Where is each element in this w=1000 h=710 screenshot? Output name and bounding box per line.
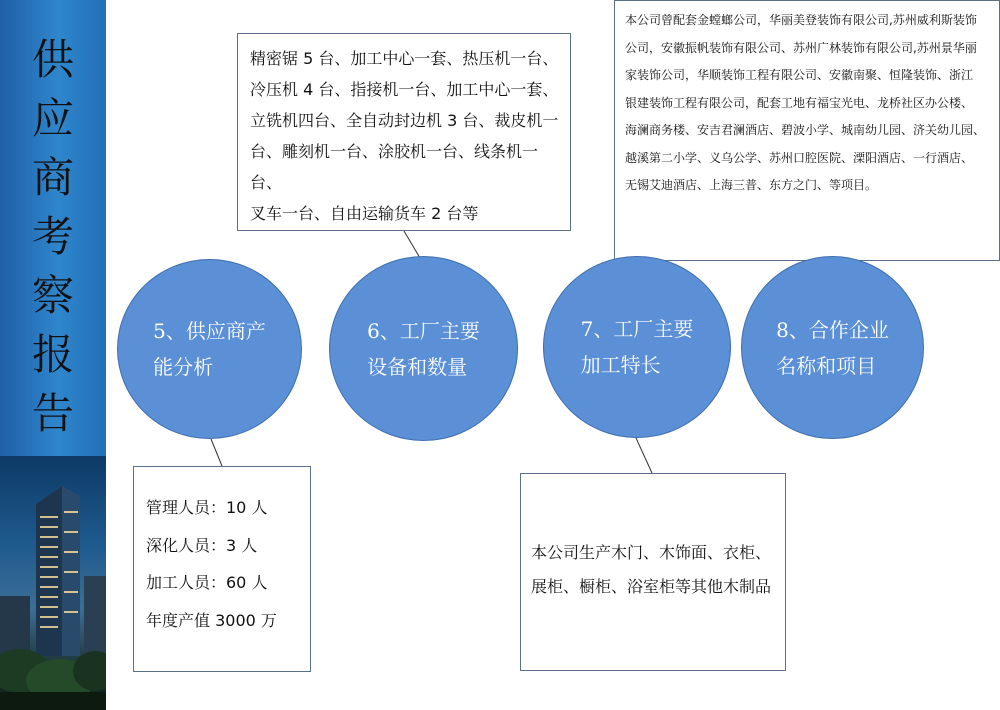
- equipment-line: 冷压机 4 台、指接机一台、加工中心一套、: [250, 80, 559, 99]
- capacity-line: 深化人员：3 人: [146, 535, 258, 555]
- circle-label: 6、工厂主要 设备和数量: [367, 318, 480, 379]
- circle-label: 5、供应商产 能分析: [153, 319, 266, 379]
- capacity-line: 年度产值 3000 万: [146, 610, 277, 630]
- connector-specialty: [636, 438, 652, 473]
- equipment-line: 台、雕刻机一台、涂胶机一台、线条机一台、: [250, 142, 539, 192]
- circle-label: 7、工厂主要 加工特长: [580, 317, 694, 377]
- partners-line: 海澜商务楼、安吉君澜酒店、碧波小学、城南幼儿园、济关幼儿园、: [625, 123, 986, 137]
- circle-label: 8、合作企业 名称和项目: [776, 317, 889, 378]
- partners-line: 无锡艾迪酒店、上海三普、东方之门、等项目。: [625, 178, 878, 192]
- capacity-box: [133, 466, 311, 672]
- partners-line: 公司，安徽振帆装饰有限公司、苏州广林装饰有限公司,苏州景华丽: [625, 40, 977, 55]
- connector-capacity: [211, 439, 222, 466]
- equipment-box: [237, 33, 571, 231]
- equipment-line: 立铣机四台、全自动封边机 3 台、裁皮机一: [250, 111, 559, 130]
- specialty-line: 展柜、橱柜、浴室柜等其他木制品: [531, 577, 772, 596]
- partners-line: 越溪第二小学、义乌公学、苏州口腔医院、溧阳酒店、一行酒店、: [625, 150, 974, 165]
- partners-line: 本公司曾配套金螳螂公司，华丽美登装饰有限公司,苏州威利斯装饰: [625, 13, 977, 27]
- connector-equipment: [404, 231, 420, 258]
- specialty-box: [520, 473, 786, 671]
- sidebar-banner: [0, 0, 106, 456]
- circle-partners: [741, 256, 924, 439]
- partners-box: [614, 0, 1000, 261]
- equipment-line: 精密锯 5 台、加工中心一套、热压机一台、: [250, 49, 559, 68]
- capacity-line: 管理人员：10 人: [146, 498, 268, 517]
- building-illustration: [0, 456, 106, 710]
- partners-line: 家装饰公司，华顺装饰工程有限公司、安徽南聚、恒隆装饰、浙江: [625, 68, 974, 82]
- capacity-line: 加工人员：60 人: [146, 573, 268, 592]
- circle-equipment: [329, 256, 518, 441]
- page-title: 供 应 商 考 察 报 告: [31, 35, 74, 438]
- building-photo: [0, 456, 106, 710]
- specialty-line: 本公司生产木门、木饰面、衣柜、: [531, 543, 772, 562]
- circle-capacity-analysis: [117, 259, 302, 439]
- partners-line: 银建装饰工程有限公司，配套工地有福宝光电、龙桥社区办公楼、: [625, 95, 974, 110]
- equipment-line: 叉车一台、自由运输货车 2 台等: [250, 204, 479, 223]
- circle-specialty: [543, 256, 731, 438]
